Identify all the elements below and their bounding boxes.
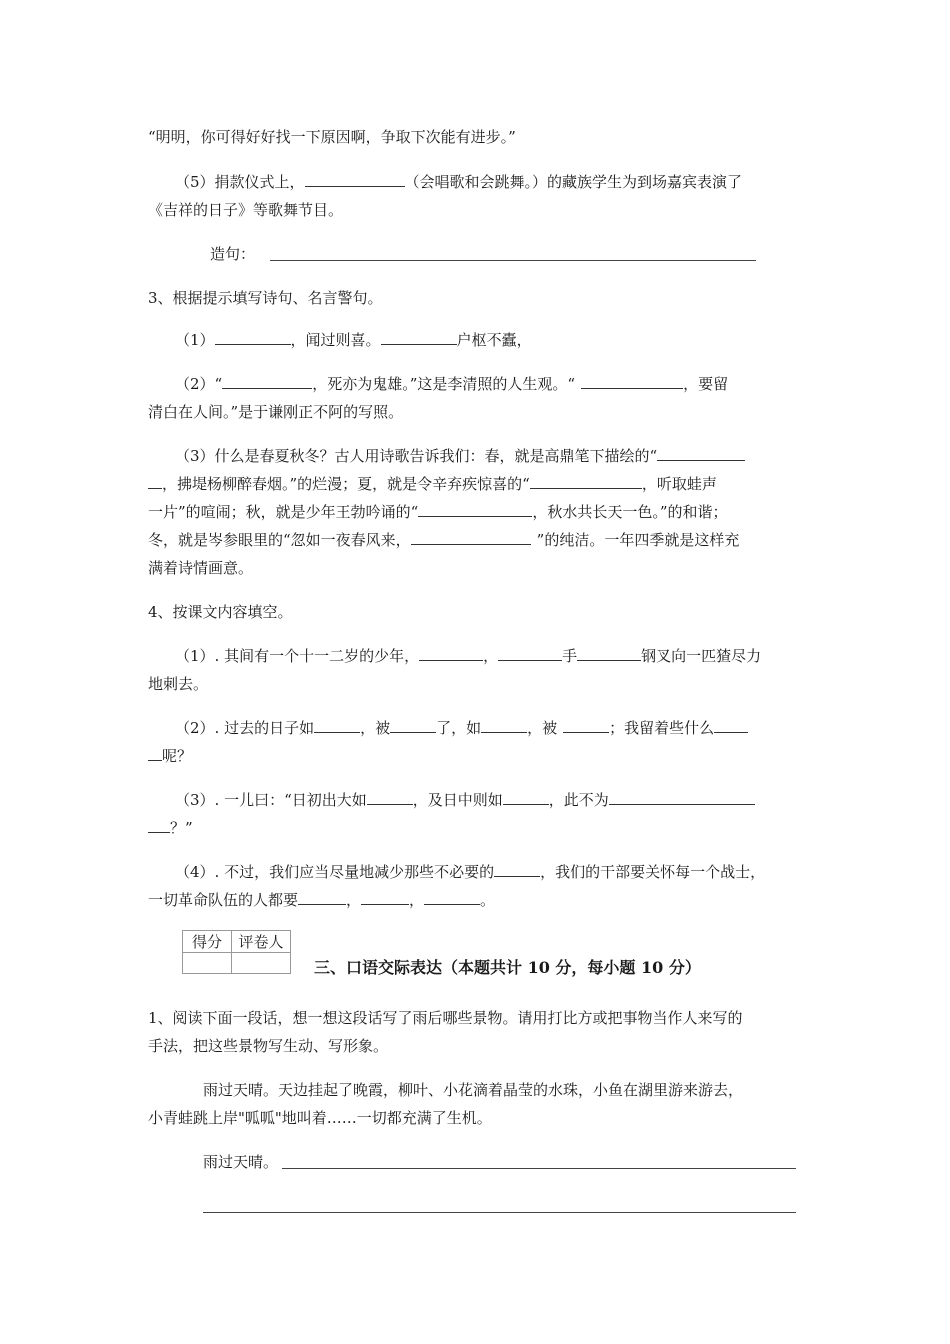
fill-blank[interactable] xyxy=(148,818,170,833)
text-segment: 呢？ xyxy=(162,747,193,765)
text-segment: （1） xyxy=(175,331,215,349)
text-line xyxy=(148,818,193,838)
fill-blank[interactable] xyxy=(563,718,609,733)
text-segment: ， xyxy=(483,647,499,665)
text-line: 《吉祥的日子》等歌舞节目。 xyxy=(148,201,344,219)
grader-header: 评卷人 xyxy=(232,931,291,953)
text-line: 满着诗情画意。 xyxy=(148,559,254,577)
text-segment: ，被 xyxy=(527,719,558,737)
s3-question-1: 1、阅读下面一段话，想一想这段话写了雨后哪些景物。请用打比方或把事物当作人来写的 xyxy=(148,1009,743,1027)
answer-line[interactable] xyxy=(270,260,756,261)
text-line: “明明，你可得好好找一下原因啊，争取下次能有进步。” xyxy=(148,128,516,146)
text-segment: 了，如 xyxy=(436,719,482,737)
q4-item-3 xyxy=(175,790,755,810)
text-segment: 冬，就是岑参眼里的“忽如一夜春风来， xyxy=(148,531,411,549)
fill-blank[interactable] xyxy=(714,718,748,733)
fill-blank[interactable] xyxy=(418,502,532,517)
q3-item-2 xyxy=(175,374,728,394)
answer-line[interactable] xyxy=(203,1212,796,1213)
text-segment: 一片”的喧闹；秋，就是少年王勃吟诵的“ xyxy=(148,503,419,521)
text-segment: （2）. 过去的日子如 xyxy=(175,719,315,737)
q3-item-1 xyxy=(175,330,532,350)
fill-blank[interactable] xyxy=(148,474,162,489)
fill-blank[interactable] xyxy=(503,790,549,805)
score-table xyxy=(182,930,291,974)
text-segment: 。 xyxy=(480,891,496,909)
fill-blank[interactable] xyxy=(381,330,457,345)
text-segment: （1）. 其间有一个十一二岁的少年， xyxy=(175,647,420,665)
text-line: 清白在人间。”是于谦刚正不阿的写照。 xyxy=(148,403,404,421)
text-segment: ，拂堤杨柳醉春烟。”的烂漫；夏，就是令辛弃疾惊喜的“ xyxy=(162,475,530,493)
fill-blank[interactable] xyxy=(609,790,755,805)
text-line xyxy=(148,474,717,494)
fill-blank[interactable] xyxy=(361,890,409,905)
text-line: 地刺去。 xyxy=(148,675,209,693)
text-segment: ，我们的干部要关怀每一个战士， xyxy=(540,863,766,881)
text-segment: （3）什么是春夏秋冬？古人用诗歌告诉我们：春，就是高鼎笔下描绘的“ xyxy=(175,447,658,465)
text-segment: 钢叉向一匹猹尽力 xyxy=(641,647,762,665)
fill-blank[interactable] xyxy=(305,172,405,187)
item-5-line xyxy=(175,172,742,192)
text-line xyxy=(148,502,728,522)
fill-blank[interactable] xyxy=(424,890,480,905)
text-segment: ，及日中则如 xyxy=(412,791,503,809)
text-segment: 一切革命队伍的人都要 xyxy=(148,891,299,909)
text-line xyxy=(148,530,739,550)
text-segment: ，被 xyxy=(360,719,391,737)
fill-blank[interactable] xyxy=(390,718,436,733)
fill-blank[interactable] xyxy=(577,646,641,661)
fill-blank[interactable] xyxy=(411,530,531,545)
text-line: 手法，把这些景物写生动、写形象。 xyxy=(148,1037,389,1055)
fill-blank[interactable] xyxy=(419,646,483,661)
score-cell[interactable] xyxy=(183,953,232,974)
score-header: 得分 xyxy=(183,931,232,953)
fill-blank[interactable] xyxy=(298,890,346,905)
text-segment: 手 xyxy=(562,647,578,665)
text-line xyxy=(148,746,192,766)
sentence-label: 造句： xyxy=(210,245,256,263)
question-3-title: 3、根据提示填写诗句、名言警句。 xyxy=(148,289,383,307)
text-segment: （2）“ xyxy=(175,375,223,393)
section-3-title: 三、口语交际表达（本题共计 10 分，每小题 10 分） xyxy=(314,958,701,977)
fill-blank[interactable] xyxy=(581,374,683,389)
text-segment: ，死亦为鬼雄。”这是李清照的人生观。“ xyxy=(312,375,576,393)
q4-item-1 xyxy=(175,646,761,666)
text-segment: （会唱歌和会跳舞。）的藏族学生为到场嘉宾表演了 xyxy=(404,173,743,191)
text-segment: ，闻过则喜。 xyxy=(290,331,381,349)
text-segment: ？” xyxy=(170,819,193,837)
text-segment: 户枢不蠹， xyxy=(456,331,532,349)
answer-prefix: 雨过天晴。 xyxy=(203,1153,279,1171)
grader-cell[interactable] xyxy=(232,953,291,974)
text-segment: ，此不为 xyxy=(548,791,609,809)
text-segment: （3）. 一儿曰：“日初出大如 xyxy=(175,791,367,809)
q4-item-2 xyxy=(175,718,748,738)
fill-blank[interactable] xyxy=(494,862,540,877)
text-segment: ， xyxy=(346,891,362,909)
text-segment: ；我留着些什么 xyxy=(609,719,715,737)
passage-line: 雨过天晴。天边挂起了晚霞，柳叶、小花滴着晶莹的水珠，小鱼在湖里游来游去， xyxy=(203,1081,744,1099)
text-segment: ，秋水共长天一色。”的和谐； xyxy=(532,503,728,521)
fill-blank[interactable] xyxy=(530,474,642,489)
q3-item-3 xyxy=(175,446,745,466)
fill-blank[interactable] xyxy=(215,330,291,345)
text-segment: ， xyxy=(409,891,425,909)
text-segment: ，要留 xyxy=(683,375,729,393)
fill-blank[interactable] xyxy=(657,446,745,461)
text-segment: ”的纯洁。一年四季就是这样充 xyxy=(536,531,740,549)
passage-line: 小青蛙跳上岸"呱呱"地叫着……一切都充满了生机。 xyxy=(148,1109,492,1127)
answer-line[interactable] xyxy=(282,1168,796,1169)
text-segment: ，听取蛙声 xyxy=(641,475,717,493)
fill-blank[interactable] xyxy=(367,790,413,805)
q4-item-4 xyxy=(175,862,765,882)
text-segment: （5）捐款仪式上， xyxy=(175,173,305,191)
fill-blank[interactable] xyxy=(481,718,527,733)
fill-blank[interactable] xyxy=(222,374,312,389)
fill-blank[interactable] xyxy=(314,718,360,733)
text-line xyxy=(148,890,495,910)
text-segment: （4）. 不过，我们应当尽量地减少那些不必要的 xyxy=(175,863,495,881)
fill-blank[interactable] xyxy=(148,746,162,761)
fill-blank[interactable] xyxy=(498,646,562,661)
question-4-title: 4、按课文内容填空。 xyxy=(148,603,293,621)
